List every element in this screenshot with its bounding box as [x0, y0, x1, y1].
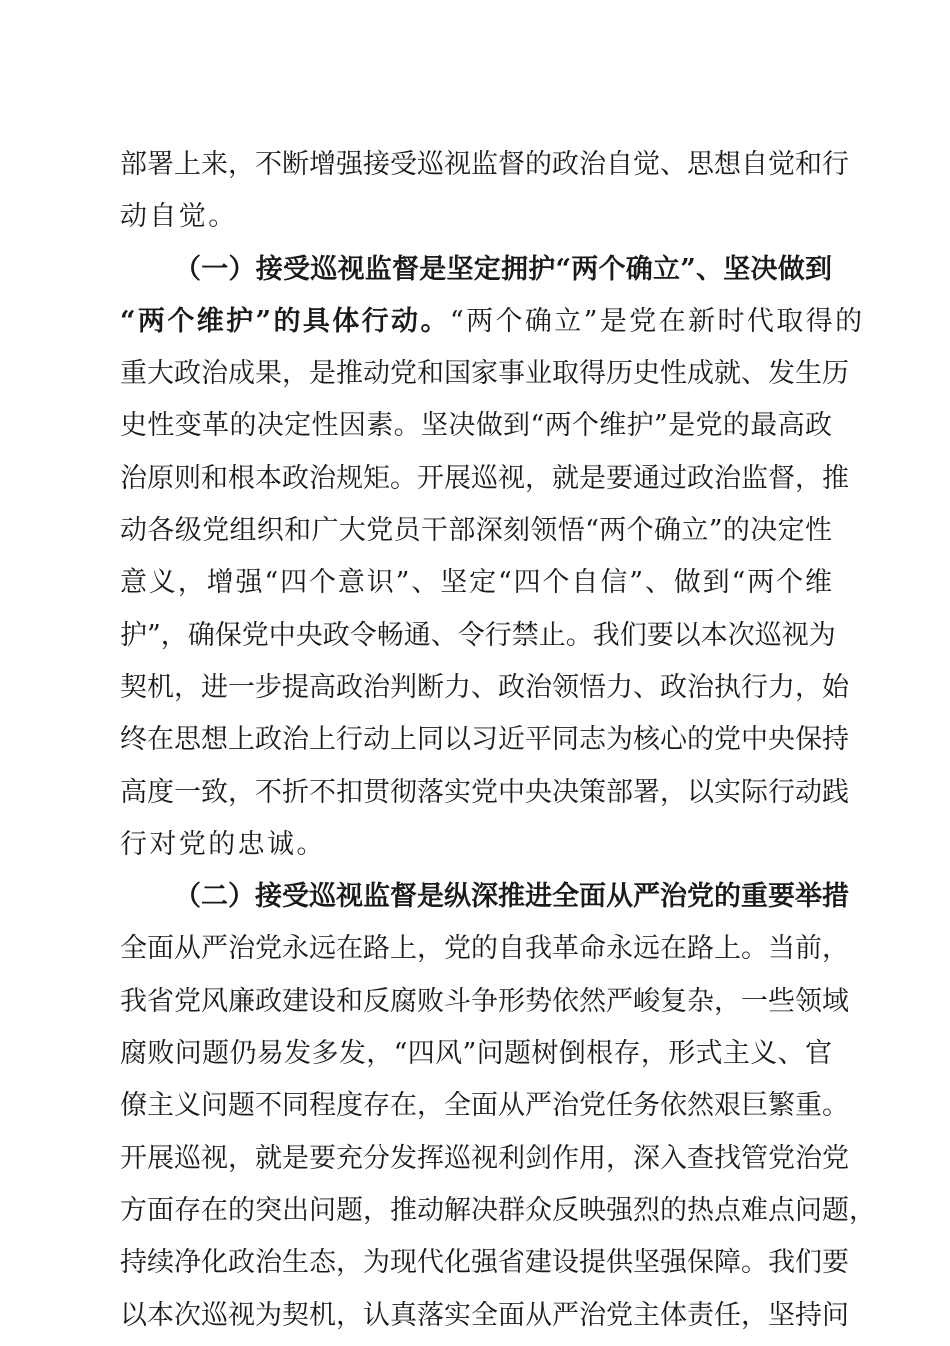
text-line: 史性变革的决定性因素。坚决做到“两个维护”是党的最高政 [120, 410, 832, 442]
text-line: 部署上来，不断增强接受巡视监督的政治自觉、思想自觉和行 [120, 149, 849, 180]
text-line: 腐败问题仍易发多发，“四风”问题树倒根存，形式主义、官 [120, 1038, 832, 1070]
text-line: 护”，确保党中央政令畅通、令行禁止。我们要以本次巡视为 [120, 619, 836, 651]
text-line: 全面从严治党永远在路上，党的自我革命永远在路上。当前， [120, 933, 849, 965]
text-line: 开展巡视，就是要充分发挥巡视利剑作用，深入查找管党治党 [120, 1142, 849, 1174]
section-heading-1-tail: “两个维护”的具体行动。 [120, 305, 450, 337]
text-segment: “两个确立”是党在新时代取得的 [449, 305, 865, 337]
text-line: 治原则和根本政治规矩。开展巡视，就是要通过政治监督，推 [120, 462, 849, 494]
text-line: 方面存在的突出问题，推动解决群众反映强烈的热点难点问题， [120, 1194, 876, 1226]
text-line: 僚主义问题不同程度存在，全面从严治党任务依然艰巨繁重。 [120, 1090, 849, 1122]
text-line: 意义，增强“四个意识”、坚定“四个自信”、做到“两个维 [120, 567, 832, 599]
text-line: 动自觉。 [120, 201, 238, 233]
section-heading-2: （二）接受巡视监督是纵深推进全面从严治党的重要举措 [174, 881, 849, 913]
text-line: 持续净化政治生态，为现代化强省建设提供坚强保障。我们要 [120, 1247, 849, 1279]
document-body [120, 143, 876, 1346]
section-heading-1-line-2 [120, 300, 865, 352]
section-heading-1-line-1: （一）接受巡视监督是坚定拥护“两个确立”、坚决做到 [174, 253, 832, 285]
text-line: 重大政治成果，是推动党和国家事业取得历史性成就、发生历 [120, 358, 849, 390]
text-line: 高度一致，不折不扣贯彻落实党中央决策部署，以实际行动践 [120, 776, 849, 808]
text-line: 契机，进一步提高政治判断力、政治领悟力、政治执行力，始 [120, 671, 849, 703]
text-line: 以本次巡视为契机，认真落实全面从严治党主体责任，坚持问 [120, 1299, 849, 1331]
text-line: 动各级党组织和广大党员干部深刻领悟“两个确立”的决定性 [120, 515, 832, 547]
text-line: 终在思想上政治上行动上同以习近平同志为核心的党中央保持 [120, 724, 849, 756]
text-line: 我省党风廉政建设和反腐败斗争形势依然严峻复杂，一些领域 [120, 985, 849, 1017]
text-line: 行对党的忠诚。 [120, 828, 326, 860]
